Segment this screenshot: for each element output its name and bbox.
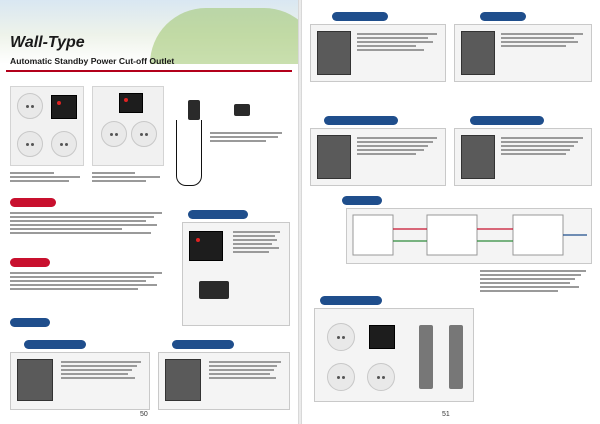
mode-text	[61, 361, 145, 381]
side-profile	[449, 325, 463, 389]
control-module	[119, 93, 143, 113]
control-module	[51, 95, 77, 119]
status-panel-1	[310, 24, 446, 82]
socket-icon	[51, 131, 77, 157]
mode-photo	[165, 359, 201, 401]
mode-text	[209, 361, 285, 381]
wiring-diagram	[346, 208, 592, 264]
socket-icon	[17, 131, 43, 157]
section-label	[332, 12, 388, 21]
title-block	[10, 34, 240, 66]
sensor-photo	[199, 281, 229, 299]
components-box	[182, 222, 290, 326]
wiring-lines	[347, 209, 593, 265]
status-photo	[461, 31, 495, 75]
box-3	[513, 215, 563, 255]
setup-panel-1	[310, 128, 446, 186]
mode-panel-1	[10, 352, 150, 410]
status-photo	[317, 31, 351, 75]
control-module	[369, 325, 395, 349]
right-page	[302, 0, 600, 424]
section-label	[10, 318, 50, 327]
sensor-plug	[188, 100, 200, 120]
page-title: Wall-Type	[10, 34, 85, 51]
socket-icon	[17, 93, 43, 119]
section-label	[10, 198, 56, 207]
section-label	[188, 210, 248, 219]
title-rule	[6, 70, 292, 72]
section-label	[342, 196, 382, 205]
section-label	[172, 340, 234, 349]
socket-icon	[101, 121, 127, 147]
page-number-right: 51	[442, 411, 450, 418]
setup-text	[357, 137, 441, 157]
indicator-dot	[196, 238, 200, 242]
socket-icon	[367, 363, 395, 391]
section-label	[320, 296, 382, 305]
sensor-cable	[176, 120, 202, 186]
module-photo	[189, 231, 223, 261]
socket-icon	[131, 121, 157, 147]
product-photo-1	[10, 86, 84, 166]
page-number-left: 50	[140, 411, 148, 418]
product-2-caption	[92, 172, 164, 184]
cable-adapter	[234, 104, 250, 116]
status-text	[501, 33, 587, 49]
setup-panel-2	[454, 128, 592, 186]
box-2	[427, 215, 477, 255]
section-label	[470, 116, 544, 125]
socket-icon	[327, 323, 355, 351]
status-panel-2	[454, 24, 592, 82]
mode-photo	[17, 359, 53, 401]
instructions	[10, 272, 170, 292]
indicator-dot	[124, 98, 128, 102]
box-1	[353, 215, 393, 255]
setup-text	[501, 137, 587, 157]
dimension-drawing	[314, 308, 474, 402]
socket-icon	[327, 363, 355, 391]
setup-photo	[461, 135, 495, 179]
indicator-dot	[57, 101, 61, 105]
section-label	[324, 116, 398, 125]
left-page	[0, 0, 298, 424]
sensor-caption	[210, 132, 290, 144]
component-labels	[233, 231, 285, 255]
section-label	[24, 340, 86, 349]
side-profile	[419, 325, 433, 389]
product-1-caption	[10, 172, 84, 184]
mode-panel-2	[158, 352, 290, 410]
status-text	[357, 33, 441, 53]
feature-list	[10, 212, 170, 236]
page-subtitle: Automatic Standby Power Cut-off Outlet	[10, 56, 175, 66]
section-label	[480, 12, 526, 21]
product-photo-2	[92, 86, 164, 166]
section-label	[10, 258, 50, 267]
wiring-notes	[480, 270, 592, 294]
setup-photo	[317, 135, 351, 179]
